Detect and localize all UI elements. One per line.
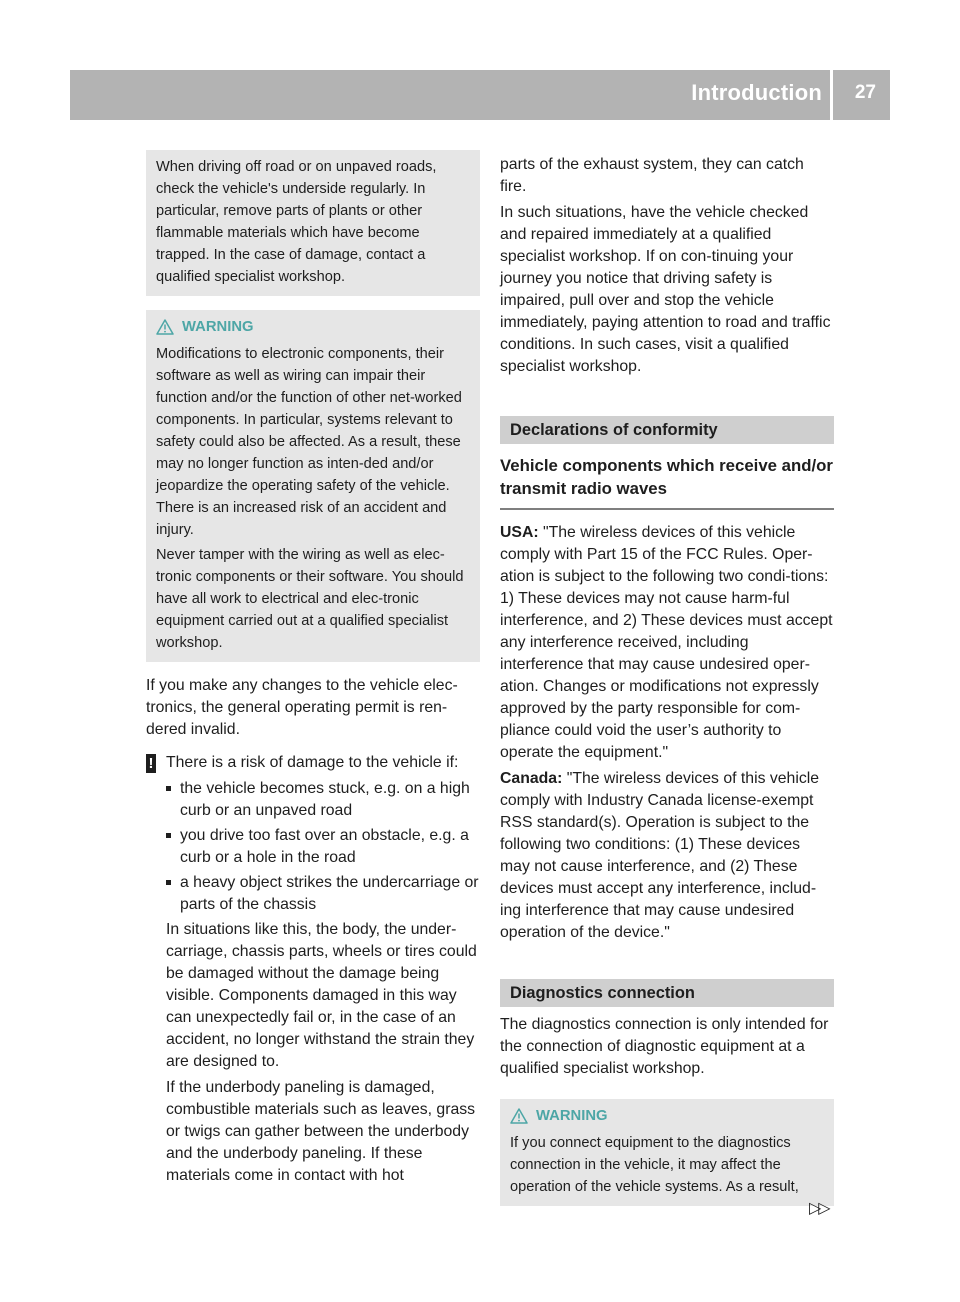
usa-text: "The wireless devices of this vehicle comply with Part 15 of the FCC Rules. Oper-ation is subject to the following two condi-tions: 1) These devices may not cause harm-ful interference, and 2) These devices must accept any interference received, including interference that may cause undesired oper-ation. Changes or modifications not expressly approved by the party responsible for com-pliance could void the user’s authority to operate the equipment." [500, 524, 833, 761]
list-item: you drive too fast over an obstacle, e.g. a curb or a hole in the road [166, 825, 480, 869]
left-column [146, 150, 480, 1187]
section-heading: Declarations of conformity [500, 416, 834, 444]
damage-note [146, 752, 480, 774]
body-paragraph: parts of the exhaust system, they can catch fire. [500, 156, 804, 195]
warning-label: WARNING [182, 319, 254, 335]
canada-text: "The wireless devices of this vehicle comply with Industry Canada license-exempt RSS standard(s). Operation is subject to the following two conditions: (1) These devices may not cause interference, and (2) These devices must accept any interference, includ-ing interference that may cause undesired operation of the device." [500, 770, 820, 941]
page-header [70, 70, 890, 120]
body-paragraph: If you make any changes to the vehicle elec-tronics, the general operating permit is ren-dered invalid. [146, 677, 458, 738]
warning-paragraph: Never tamper with the wiring as well as elec-tronic components or their software. You should have all work to electrical and elec-tronic equipment carried out at a qualified specialist workshop. [156, 547, 464, 651]
canada-paragraph [500, 768, 834, 944]
warning-paragraph: If you connect equipment to the diagnostics connection in the vehicle, it may affect the operation of the vehicle systems. As a result, [510, 1135, 799, 1195]
warning-box [500, 1099, 834, 1206]
warning-paragraph: Modifications to electronic components, their software as well as wiring can impair their function and/or the function of other net-worked components. In particular, systems relevant to safety could also be affected. As a result, these may no longer function as inten-ded and/or jeopardize the operating safety of the vehicle. There is an increased risk of an accident and injury. [156, 346, 462, 538]
usa-paragraph [500, 522, 834, 764]
warning-heading [156, 317, 470, 337]
right-column [500, 150, 834, 1206]
section-heading: Diagnostics connection [500, 979, 834, 1007]
warning-label: WARNING [536, 1108, 608, 1124]
body-paragraph: If the underbody paneling is damaged, combustible materials such as leaves, grass or twigs can gather between the underbody and the underbody paneling. If these materials come in contact with hot [166, 1079, 476, 1184]
exclamation-icon: ! [146, 754, 156, 773]
list-item: a heavy object strikes the undercarriage or parts of the chassis [166, 872, 480, 916]
warning-triangle-icon [510, 1108, 528, 1124]
usa-label: USA: [500, 524, 539, 541]
info-box [146, 150, 480, 296]
double-arrow-right-icon: ▷▷ [809, 1200, 828, 1217]
canada-label: Canada: [500, 770, 563, 787]
warning-heading [510, 1106, 824, 1126]
info-box-text: When driving off road or on unpaved roads, check the vehicle's underside regularly. In particular, remove parts of plants or other flammable materials which have become trapped. In the case of damage, contact a qualified specialist workshop. [156, 159, 437, 285]
chapter-title: Introduction [691, 80, 822, 105]
warning-box [146, 310, 480, 662]
note-text: There is a risk of damage to the vehicle if: [166, 754, 459, 771]
warning-triangle-icon [156, 319, 174, 335]
list-item: the vehicle becomes stuck, e.g. on a high curb or an unpaved road [166, 778, 480, 822]
body-paragraph: The diagnostics connection is only intended for the connection of diagnostic equipment at a qualified specialist workshop. [500, 1016, 829, 1077]
subsection-heading: Vehicle components which receive and/or transmit radio waves [500, 454, 834, 510]
header-divider [830, 70, 833, 120]
page-number: 27 [854, 82, 876, 103]
damage-list [166, 778, 480, 916]
body-paragraph: In such situations, have the vehicle checked and repaired immediately at a qualified specialist workshop. If on con-tinuing your journey you notice that driving safety is impaired, pull over and stop the vehicle immediately, paying attention to road and traffic conditions. In such cases, visit a qualified specialist workshop. [500, 204, 831, 375]
body-paragraph: In situations like this, the body, the under-carriage, chassis parts, wheels or tires could be damaged without the damage being visible. Components damaged in this way can unexpectedly fail or, in the case of an accident, no longer withstand the strain they are designed to. [166, 921, 477, 1070]
